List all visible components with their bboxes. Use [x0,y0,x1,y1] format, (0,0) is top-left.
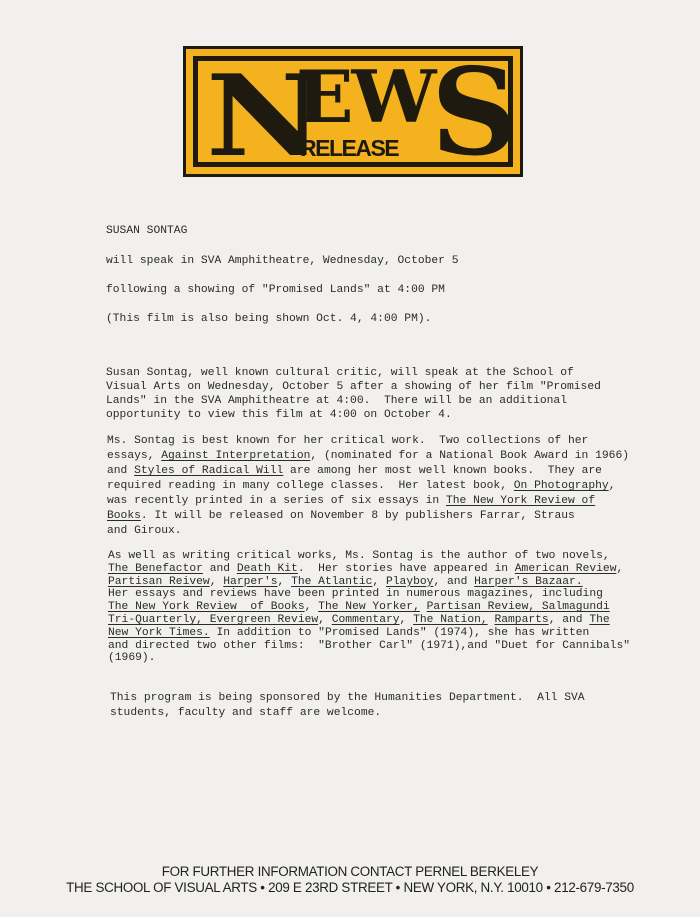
underlined-title: Harper's [223,575,278,588]
headline-event: will speak in SVA Amphitheatre, Wednesday, October 5 [106,255,459,267]
text-segment: are among her most well known books. They are [283,465,602,477]
text-segment: . It will be released on November 8 by publishers Farrar, Straus [140,510,575,522]
text-segment: (1969). [108,652,156,665]
logo-release: RELEASE [300,135,399,161]
paragraph-intro [106,366,601,422]
text-line [106,380,601,394]
text-segment: , [304,601,319,614]
text-line [107,449,629,464]
text-line [107,434,629,449]
underlined-title: Death Kit [236,562,298,575]
text-line [108,576,630,589]
underlined-title: Tri-Quarterly, Evergreen Review [108,613,319,626]
news-release-logo [183,42,523,183]
headline-showing: following a showing of "Promised Lands" at 4:00 PM [106,284,445,296]
footer-contact: FOR FURTHER INFORMATION CONTACT PERNEL BERKELEY [161,864,539,879]
headline-note: (This film is also being shown Oct. 4, 4:00 PM). [106,313,432,325]
text-segment: , [277,575,292,588]
text-line [108,563,630,576]
text-line [106,394,601,408]
underlined-title: New York Times. [108,626,210,639]
text-line [106,408,601,422]
text-line [107,509,629,524]
text-segment: In addition to "Promised Lands" (1974), she has written [209,626,590,639]
text-segment: As well as writing critical works, Ms. Sontag is the author of two novels, [108,550,610,562]
underlined-title: On Photography [513,480,609,492]
underlined-title: American Review [514,562,617,575]
text-segment: , [608,480,616,492]
underlined-title: The Atlantic [291,575,373,588]
logo-letter-n: N [206,51,324,182]
underlined-title: The New Yorker, [318,601,420,614]
text-line [107,464,629,479]
text-segment: essays, [107,450,162,462]
text-line [110,691,585,706]
footer-address: THE SCHOOL OF VISUAL ARTS • 209 E 23RD STREET • NEW YORK, N.Y. 10010 • 212-679-7350 [66,880,634,895]
logo-letters-ew: EW [296,54,435,139]
text-segment [420,601,427,613]
text-segment: Visual Arts on Wednesday, October 5 after a showing of her film "Promised [106,381,601,393]
paragraph-novels [108,550,630,665]
underlined-title: Harper's Bazaar. [474,575,583,588]
text-segment: , [616,562,624,575]
underlined-title: Playboy [385,575,434,588]
underlined-title: Commentary [331,613,400,626]
text-line [110,706,585,721]
text-line [108,627,630,640]
text-segment: . Her stories have appeared in [297,562,515,575]
text-line [106,366,601,380]
underlined-title: Styles of Radical Will [134,465,284,477]
paragraph-critical-work [107,434,629,539]
text-segment: , [399,613,414,626]
text-segment: Ms. Sontag is best known for her critical work. Two collections of her [107,435,589,447]
underlined-title: Partisan Review, Salmagundi [426,601,610,614]
underlined-title: The Nation, [413,613,488,626]
text-segment: Lands" in the SVA Amphitheatre at 4:00. There will be an additional [106,395,567,407]
underlined-title: The Benefactor [108,562,203,575]
underlined-title: Against Interpretation [161,450,311,462]
text-line [107,524,629,539]
logo-letter-s: S [431,42,518,183]
headline-name: SUSAN SONTAG [106,225,188,237]
text-segment: and [202,562,237,575]
text-line [108,652,630,665]
underlined-title: Partisan Reivew [108,575,210,588]
text-segment: , [372,575,386,588]
text-segment: required reading in many college classes. Her latest book, [107,480,514,492]
text-segment: This program is being sponsored by the Humanities Department. All SVA [110,692,585,704]
text-line [108,601,630,614]
text-line [108,640,630,653]
text-segment: , [318,613,332,626]
text-segment: , and [548,613,590,626]
text-line [108,588,630,601]
paragraph-sponsor [110,691,585,721]
text-line [108,614,630,627]
underlined-title: The New York Review of Books [108,601,305,614]
text-segment: students, faculty and staff are welcome. [110,707,382,719]
text-line [107,494,629,509]
underlined-title: Books [107,510,141,522]
text-segment: and Giroux. [107,525,182,537]
underlined-title: The New York Review of [445,495,596,507]
text-line [107,479,629,494]
text-line [108,550,630,563]
text-segment: , [209,575,224,588]
text-segment: and directed two other films: "Brother Carl" (1971),and "Duet for Cannibals" [108,639,631,652]
text-segment: Her essays and reviews have been printed in numerous magazines, including [108,588,603,601]
text-segment: and [107,465,135,477]
underlined-title: Ramparts [494,613,549,626]
text-segment: opportunity to view this film at 4:00 on October 4. [106,409,452,421]
text-segment: , (nominated for a National Book Award in 1966) [310,450,630,462]
text-segment: Susan Sontag, well known cultural critic, will speak at the School of [106,367,574,379]
text-segment: was recently printed in a series of six essays in [107,495,446,507]
underlined-title: The [589,613,610,626]
text-segment: , and [433,575,475,588]
